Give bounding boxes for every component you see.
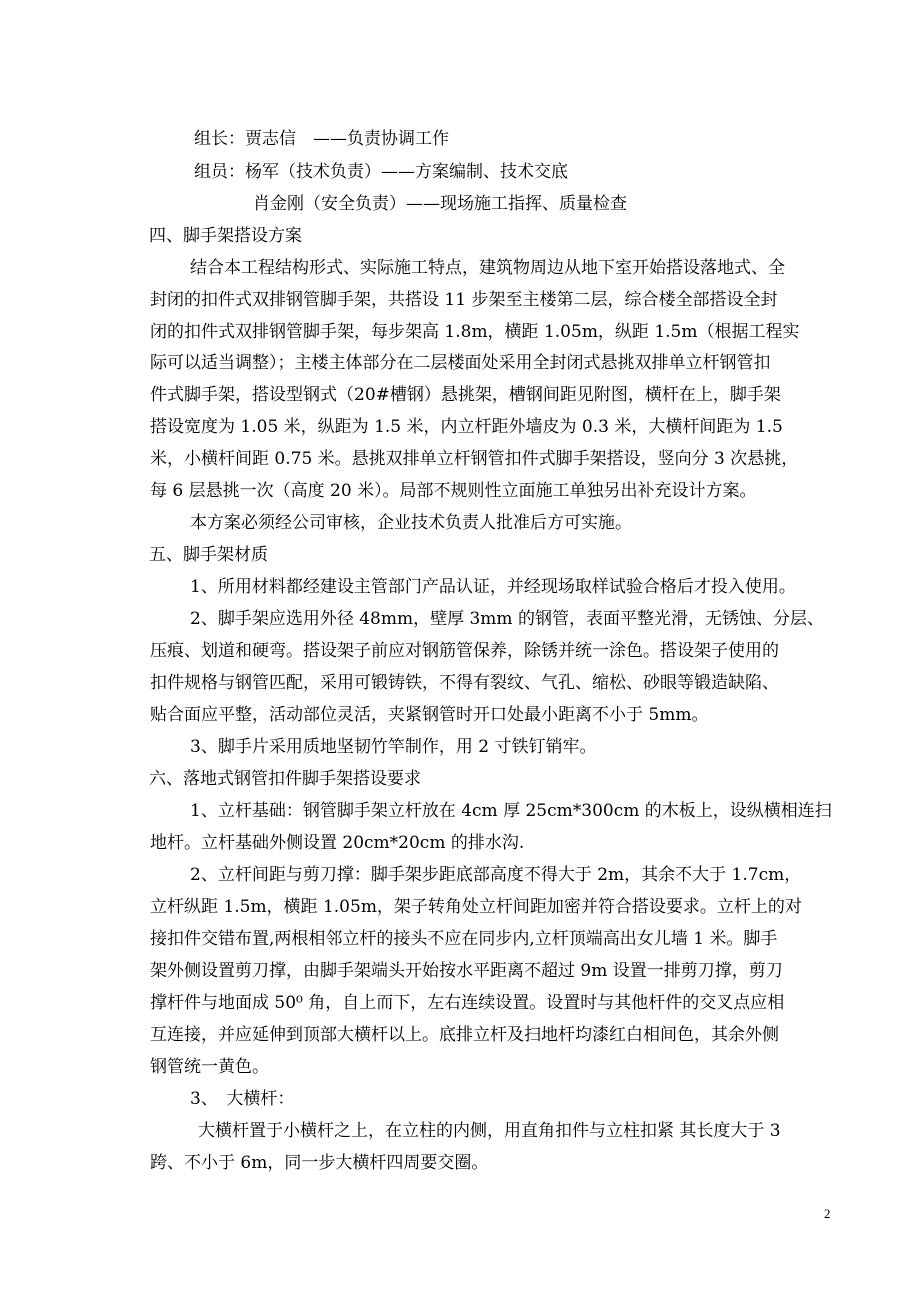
section-4-p1-line: 闭的扣件式双排钢管脚手架，每步架高 1.8m，横距 1.05m，纵距 1.5m（根据工程实 bbox=[150, 322, 800, 342]
section-6-item-2-line: 撑杆件与地面成 50⁰ 角，自上而下，左右连续设置。设置时与其他杆件的交叉点应相 bbox=[150, 993, 785, 1013]
section-6-item-3-heading: 3、 大横杆： bbox=[190, 1089, 295, 1109]
section-6-item-2-line: 2、立杆间距与剪刀撑：脚手架步距底部高度不得大于 2m，其余不大于 1.7cm， bbox=[190, 865, 802, 885]
section-5-item-2-line: 贴合面应平整，活动部位灵活，夹紧钢管时开口处最小距离不小于 5mm。 bbox=[150, 705, 709, 725]
section-5-item-1: 1、所用材料都经建设主管部门产品认证，并经现场取样试验合格后才投入使用。 bbox=[190, 577, 796, 597]
section-6-item-1-line: 1、立杆基础：钢管脚手架立杆放在 4cm 厚 25cm*300cm 的木板上，设纵横相连扫 bbox=[190, 801, 832, 821]
section-4-p1-line: 米，小横杆间距 0.75 米。悬挑双排单立杆钢管扣件式脚手架搭设，竖向分 3 次悬挑， bbox=[150, 449, 799, 469]
page-number: 2 bbox=[824, 1206, 831, 1221]
section-6-item-1-line: 地杆。立杆基础外侧设置 20cm*20cm 的排水沟. bbox=[150, 833, 525, 853]
section-5-item-3: 3、脚手片采用质地坚韧竹竿制作，用 2 寸铁钉销牢。 bbox=[190, 737, 597, 757]
team-member-1: 组员：杨军（技术负责）——方案编制、技术交底 bbox=[194, 162, 568, 182]
section-6-item-3-line: 跨、不小于 6m，同一步大横杆四周要交圈。 bbox=[150, 1153, 489, 1173]
section-5-item-2-line: 2、脚手架应选用外径 48mm，壁厚 3mm 的钢管，表面平整光滑，无锈蚀、分层、 bbox=[190, 609, 824, 629]
section-4-p1-line: 封闭的扣件式双排钢管脚手架，共搭设 11 步架至主楼第二层，综合楼全部搭设全封 bbox=[150, 290, 778, 310]
section-4-p1-line: 件式脚手架，搭设型钢式（20#槽钢）悬挑架，槽钢间距见附图，横杆在上，脚手架 bbox=[150, 385, 781, 405]
section-6-heading: 六、落地式钢管扣件脚手架搭设要求 bbox=[149, 769, 421, 789]
section-5-item-2-line: 扣件规格与钢管匹配，采用可锻铸铁，不得有裂纹、气孔、缩松、砂眼等锻造缺陷、 bbox=[150, 673, 779, 693]
section-5-item-2-line: 压痕、划道和硬弯。搭设架子前应对钢筋管保养，除锈并统一涂色。搭设架子使用的 bbox=[150, 641, 779, 661]
section-4-heading: 四、脚手架搭设方案 bbox=[149, 226, 302, 246]
section-6-item-2-line: 互连接，并应延伸到顶部大横杆以上。底排立杆及扫地杆均漆红白相间色，其余外侧 bbox=[150, 1025, 779, 1045]
team-leader: 组长：贾志信 ——负责协调工作 bbox=[194, 129, 449, 149]
section-6-item-3-line: 大横杆置于小横杆之上，在立柱的内侧，用直角扣件与立柱扣紧 其长度大于 3 bbox=[198, 1121, 781, 1141]
section-5-heading: 五、脚手架材质 bbox=[149, 545, 268, 565]
section-4-p1-line: 际可以适当调整）；主楼主体部分在二层楼面处采用全封闭式悬挑双排单立杆钢管扣 bbox=[150, 353, 771, 373]
section-4-p2: 本方案必须经公司审核，企业技术负责人批准后方可实施。 bbox=[190, 513, 632, 533]
section-6-item-2-line: 架外侧设置剪刀撑，由脚手架端头开始按水平距离不超过 9m 设置一排剪刀撑，剪刀 bbox=[150, 961, 783, 981]
section-4-p1-line: 结合本工程结构形式、实际施工特点，建筑物周边从地下室开始搭设落地式、全 bbox=[190, 258, 785, 278]
section-6-item-2-line: 钢管统一黄色。 bbox=[150, 1057, 269, 1077]
section-6-item-2-line: 接扣件交错布置,两根相邻立杆的接头不应在同步内,立杆顶端高出女儿墙 1 米。脚手 bbox=[150, 929, 778, 949]
team-member-2: 肖金刚（安全负责）——现场施工指挥、质量检查 bbox=[253, 194, 627, 214]
section-6-item-2-line: 立杆纵距 1.5m，横距 1.05m，架子转角处立杆间距加密并符合搭设要求。立杆上的对 bbox=[150, 897, 802, 917]
section-4-p1-line: 每 6 层悬挑一次（高度 20 米）。局部不规则性立面施工单独另出补充设计方案。 bbox=[150, 481, 757, 501]
section-4-p1-line: 搭设宽度为 1.05 米，纵距为 1.5 米，内立杆距外墙皮为 0.3 米，大横杆间距为 1.5 bbox=[150, 417, 783, 437]
